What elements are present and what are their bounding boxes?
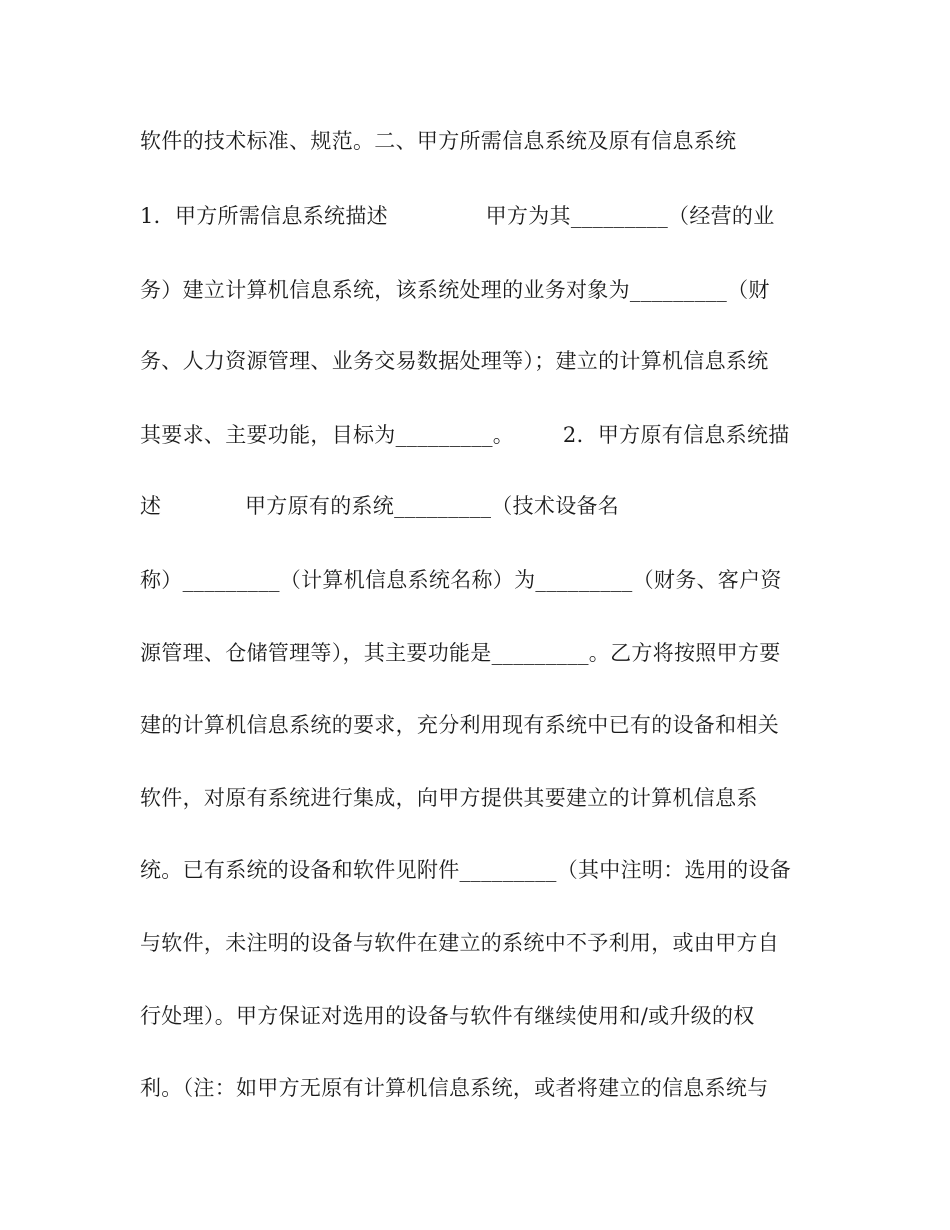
text-line: 统。已有系统的设备和软件见附件_________（其中注明：选用的设备 <box>140 858 791 882</box>
text-line: 述 甲方原有的系统_________（技术设备名 <box>140 494 620 518</box>
text-line: 软件，对原有系统进行集成，向甲方提供其要建立的计算机信息系 <box>140 786 758 810</box>
text-line: 软件的技术标准、规范。二、甲方所需信息系统及原有信息系统 <box>140 129 737 153</box>
text-line: 其要求、主要功能，目标为_________。 2．甲方原有信息系统描 <box>140 423 790 447</box>
text-line: 务、人力资源管理、业务交易数据处理等）；建立的计算机信息系统 <box>140 349 769 373</box>
text-line: 行处理）。甲方保证对选用的设备与软件有继续使用和/或升级的权 <box>140 1004 755 1028</box>
text-line: 称）_________（计算机信息系统名称）为_________（财务、客户资 <box>140 568 782 592</box>
text-line: 1．甲方所需信息系统描述 甲方为其_________（经营的业 <box>140 204 775 228</box>
text-line: 利。（注：如甲方无原有计算机信息系统，或者将建立的信息系统与 <box>140 1076 769 1100</box>
text-line: 建的计算机信息系统的要求，充分利用现有系统中已有的设备和相关 <box>140 713 779 737</box>
text-line: 务）建立计算机信息系统，该系统处理的业务对象为_________（财 <box>140 278 770 302</box>
text-line: 源管理、仓储管理等），其主要功能是_________。乙方将按照甲方要 <box>140 641 781 665</box>
text-line: 与软件，未注明的设备与软件在建立的系统中不予利用，或由甲方自 <box>140 931 779 955</box>
